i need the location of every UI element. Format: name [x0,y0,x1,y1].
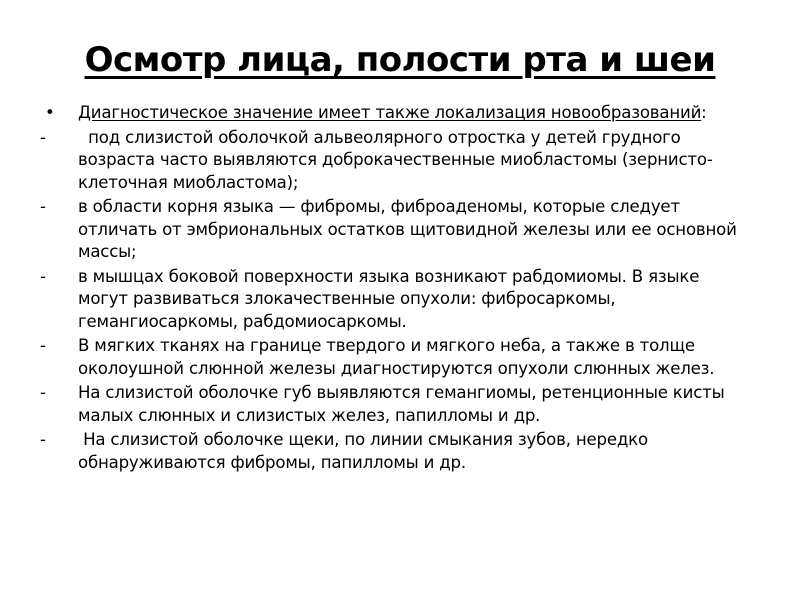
dash-marker: - [40,266,46,286]
dash-marker: - [40,127,46,147]
list-item [40,382,752,427]
list-item [40,429,752,474]
list-item [40,196,752,264]
list-item-text: в мышцах боковой поверхности языка возникают рабдомиомы. В языке могут развиваться злокачественные опухоли: фибросаркомы, гемангиосаркомы, рабдомиосаркомы. [78,266,700,331]
intro-suffix: : [701,103,707,122]
list-item [40,127,752,195]
list-item-text: под слизистой оболочкой альвеолярного отростка у детей грудного возраста часто выявляются доброкачественные миобластомы (зернисто-клеточная миобластома); [78,127,713,192]
list-item [40,335,752,380]
list-item-text: На слизистой оболочке губ выявляются гемангиомы, ретенционные кисты малых слюнных и слизистых желез, папилломы и др. [78,383,725,425]
list-item-text: На слизистой оболочке щеки, по линии смыкания зубов, нередко обнаруживаются фибромы, папилломы и др. [78,430,653,472]
intro-item [40,102,752,125]
dash-marker: - [40,383,46,402]
intro-underlined-text: Диагностическое значение имеет также локализация новообразований [78,103,702,122]
dash-marker: - [40,430,46,449]
slide-title: Осмотр лица, полости рта и шеи [84,40,716,80]
bullet-marker: • [45,103,55,122]
list-item [40,266,752,334]
list-item-text: В мягких тканях на границе твердого и мягкого неба, а также в толще околоушной слюнной железы диагностируются опухоли слюнных желез. [78,336,715,378]
dash-marker: - [40,336,46,355]
dash-marker: - [40,197,46,216]
content-list [40,102,752,476]
list-item-text: в области корня языка — фибромы, фиброаденомы, которые следует отличать от эмбриональных остатков щитовидной железы или ее основной массы; [78,197,737,261]
